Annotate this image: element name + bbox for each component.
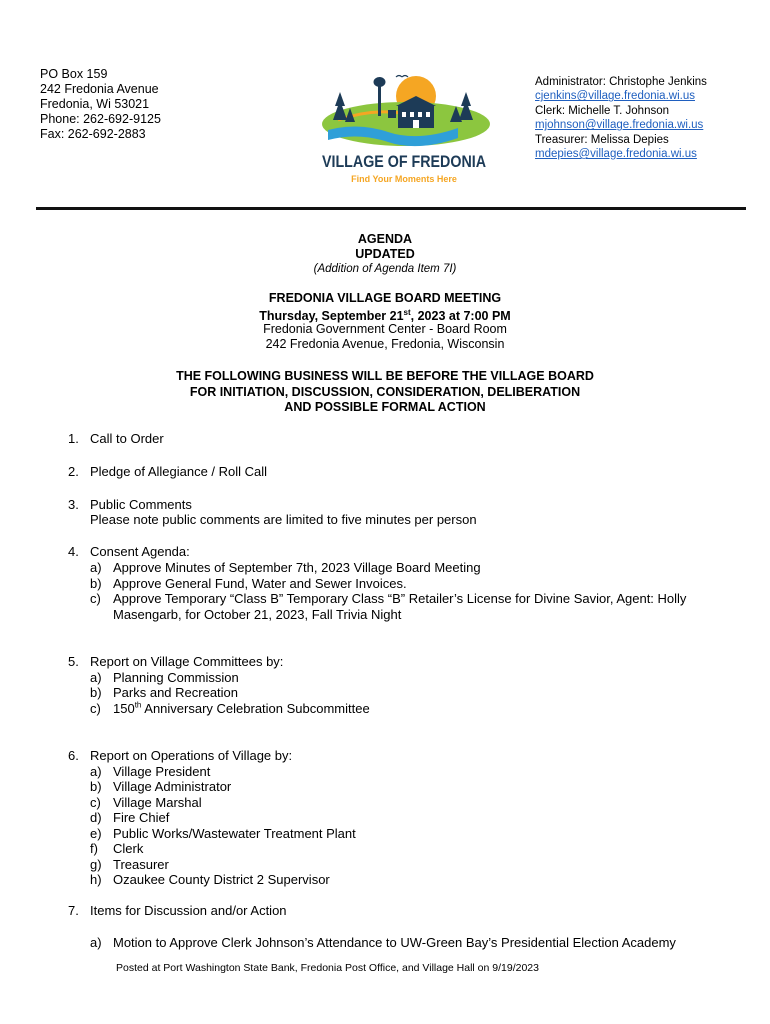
clerk-name: Clerk: Michelle T. Johnson — [535, 104, 670, 117]
update-note: (Addition of Agenda Item 7I) — [313, 263, 457, 275]
updated-label: UPDATED — [355, 247, 415, 261]
sub-item-letter: b) — [90, 779, 102, 794]
city-state-zip: Fredonia, Wi 53021 — [40, 97, 150, 111]
posting-notice: Posted at Port Washington State Bank, Fredonia Post Office, and Village Hall on 9/19/2023 — [116, 962, 539, 974]
sub-item-letter: c) — [90, 701, 101, 716]
agenda-item: Items for Discussion and/or Action — [90, 903, 287, 918]
header-divider — [36, 207, 746, 210]
sub-item-letter: g) — [90, 857, 102, 872]
street-address: 242 Fredonia Avenue — [40, 82, 159, 96]
item-number: 2. — [68, 464, 79, 479]
item-number: 7. — [68, 903, 79, 918]
agenda-item: Report on Operations of Village by: — [90, 748, 293, 763]
meeting-date: Thursday, September 21st, 2023 at 7:00 PM — [259, 308, 511, 324]
sub-item-letter: a) — [90, 560, 102, 575]
item-number: 3. — [68, 497, 79, 512]
treasurer-name: Treasurer: Melissa Depies — [535, 133, 669, 146]
bird-icon — [396, 76, 408, 78]
village-logo-graphic — [318, 70, 490, 188]
sub-item: Village Administrator — [113, 779, 232, 794]
agenda-item: Report on Village Committees by: — [90, 654, 284, 669]
business-statement: THE FOLLOWING BUSINESS WILL BE BEFORE THE VILLAGE BOARD FOR INITIATION, DISCUSSION, CONSIDERATION, DELIBERATION AND POSSIBLE FORMAL ACTION — [176, 369, 594, 414]
sub-item: Approve General Fund, Water and Sewer Invoices. — [113, 576, 407, 591]
meeting-location: Fredonia Government Center - Board Room — [263, 322, 507, 336]
item-number: 6. — [68, 748, 79, 763]
administrator-email-link[interactable]: cjenkins@village.fredonia.wi.us — [535, 90, 695, 103]
po-box: PO Box 159 — [40, 67, 108, 81]
sub-item: Public Works/Wastewater Treatment Plant — [113, 826, 356, 841]
sub-item: Approve Temporary “Class B” Temporary Class “B” Retailer’s License for Divine Savior, Agent: Holly — [113, 591, 687, 606]
sub-item: Parks and Recreation — [113, 685, 239, 700]
sub-item: Fire Chief — [113, 810, 170, 825]
sub-item-letter: b) — [90, 576, 102, 591]
item-number: 4. — [68, 544, 79, 559]
village-logo — [318, 70, 490, 188]
agenda-title: AGENDA — [357, 232, 413, 246]
sub-item-letter: c) — [90, 591, 101, 606]
sub-item: Treasurer — [113, 857, 169, 872]
agenda-item: Pledge of Allegiance / Roll Call — [90, 464, 268, 479]
sub-item: 150th Anniversary Celebration Subcommittee — [113, 700, 370, 716]
sub-item-continued: Masengarb, for October 21, 2023, Fall Trivia Night — [113, 607, 402, 622]
sub-item-letter: a) — [90, 670, 102, 685]
clerk-email-link[interactable]: mjohnson@village.fredonia.wi.us — [535, 119, 704, 132]
tree-icon — [461, 92, 471, 106]
sub-item: Approve Minutes of September 7th, 2023 Village Board Meeting — [113, 560, 481, 575]
administrator-name: Administrator: Christophe Jenkins — [535, 76, 707, 88]
sub-item: Planning Commission — [113, 670, 239, 685]
logo-tagline: Find Your Moments Here — [351, 174, 457, 184]
tree-icon — [335, 92, 345, 106]
item-number: 1. — [68, 431, 79, 446]
staff-contacts — [535, 75, 707, 161]
sub-item: Clerk — [113, 841, 144, 856]
sub-item-letter: a) — [90, 764, 102, 779]
agenda-item: Public Comments — [90, 497, 192, 512]
address-block — [40, 67, 161, 142]
sub-item-letter: f) — [90, 841, 98, 856]
sub-item: Village Marshal — [113, 795, 202, 810]
treasurer-email-link[interactable]: mdepies@village.fredonia.wi.us — [535, 148, 697, 161]
sub-item-letter: h) — [90, 872, 102, 887]
sub-item-letter: e) — [90, 826, 102, 841]
agenda-item: Consent Agenda: — [90, 544, 190, 559]
sub-item: Motion to Approve Clerk Johnson’s Attendance to UW-Green Bay’s Presidential Election Academy — [113, 935, 676, 950]
item-number: 5. — [68, 654, 79, 669]
logo-title: VILLAGE OF FREDONIA — [322, 152, 486, 171]
sub-item-letter: d) — [90, 810, 102, 825]
phone-number: Phone: 262-692-9125 — [40, 112, 161, 126]
sub-item-letter: b) — [90, 685, 102, 700]
sub-item-letter: c) — [90, 795, 101, 810]
agenda-item: Call to Order — [90, 431, 164, 446]
sub-item-letter: a) — [90, 935, 102, 950]
meeting-address: 242 Fredonia Avenue, Fredonia, Wisconsin — [265, 337, 505, 351]
fax-number: Fax: 262-692-2883 — [40, 127, 146, 141]
sub-item: Village President — [113, 764, 211, 779]
meeting-title: FREDONIA VILLAGE BOARD MEETING — [268, 291, 502, 305]
item-note: Please note public comments are limited to five minutes per person — [90, 512, 477, 527]
sub-item: Ozaukee County District 2 Supervisor — [113, 872, 330, 887]
